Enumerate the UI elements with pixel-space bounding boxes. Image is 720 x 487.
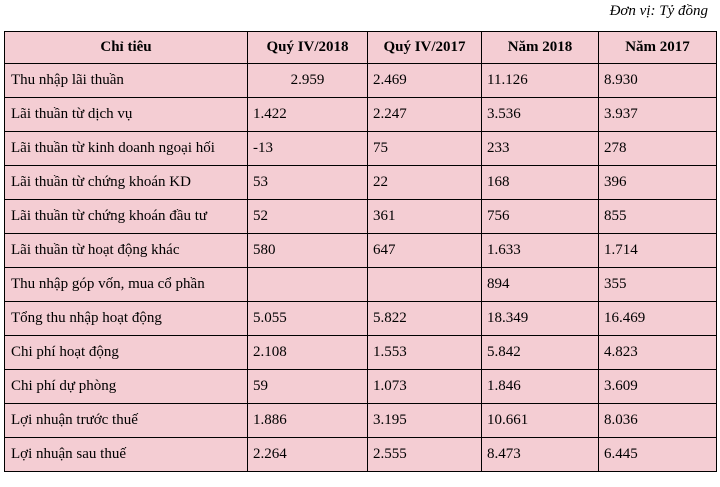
table-row (5, 404, 717, 438)
cell-year-2017: 355 (599, 268, 717, 302)
cell-year-2018: 756 (482, 200, 599, 234)
cell-q4-2018: 580 (248, 234, 368, 268)
table-row (5, 64, 717, 98)
cell-year-2017: 3.609 (599, 370, 717, 404)
table-row (5, 234, 717, 268)
table-row (5, 200, 717, 234)
cell-q4-2018: -13 (248, 132, 368, 166)
cell-year-2017: 8.036 (599, 404, 717, 438)
cell-q4-2018: 2.959 (248, 64, 368, 98)
cell-year-2017: 278 (599, 132, 717, 166)
header-row (5, 32, 717, 64)
cell-year-2018: 894 (482, 268, 599, 302)
row-label: Thu nhập góp vốn, mua cổ phần (5, 268, 248, 302)
header-cell-indicator: Chỉ tiêu (5, 32, 248, 64)
cell-q4-2017: 3.195 (368, 404, 482, 438)
cell-q4-2017: 22 (368, 166, 482, 200)
cell-year-2018: 3.536 (482, 98, 599, 132)
cell-q4-2018: 2.264 (248, 438, 368, 472)
row-label: Lãi thuần từ dịch vụ (5, 98, 248, 132)
cell-q4-2017: 5.822 (368, 302, 482, 336)
cell-q4-2017: 1.553 (368, 336, 482, 370)
cell-q4-2017: 2.469 (368, 64, 482, 98)
header-cell-year-2017: Năm 2017 (599, 32, 717, 64)
cell-q4-2018: 5.055 (248, 302, 368, 336)
cell-q4-2018: 2.108 (248, 336, 368, 370)
cell-q4-2018: 59 (248, 370, 368, 404)
table-row (5, 438, 717, 472)
cell-q4-2018: 1.422 (248, 98, 368, 132)
cell-year-2017: 3.937 (599, 98, 717, 132)
row-label: Chi phí dự phòng (5, 370, 248, 404)
cell-year-2017: 4.823 (599, 336, 717, 370)
cell-q4-2017 (368, 268, 482, 302)
table-row (5, 370, 717, 404)
financial-table (4, 31, 717, 472)
cell-q4-2017: 361 (368, 200, 482, 234)
cell-year-2018: 10.661 (482, 404, 599, 438)
cell-year-2017: 855 (599, 200, 717, 234)
cell-year-2017: 396 (599, 166, 717, 200)
table-row (5, 166, 717, 200)
header-cell-q4-2018: Quý IV/2018 (248, 32, 368, 64)
cell-year-2017: 1.714 (599, 234, 717, 268)
cell-year-2017: 8.930 (599, 64, 717, 98)
table-row (5, 132, 717, 166)
cell-q4-2017: 1.073 (368, 370, 482, 404)
cell-year-2017: 16.469 (599, 302, 717, 336)
cell-year-2018: 11.126 (482, 64, 599, 98)
cell-q4-2017: 2.247 (368, 98, 482, 132)
row-label: Lợi nhuận trước thuế (5, 404, 248, 438)
row-label: Thu nhập lãi thuần (5, 64, 248, 98)
row-label: Lãi thuần từ chứng khoán KD (5, 166, 248, 200)
cell-year-2018: 1.633 (482, 234, 599, 268)
cell-q4-2017: 2.555 (368, 438, 482, 472)
cell-year-2018: 18.349 (482, 302, 599, 336)
row-label: Lãi thuần từ chứng khoán đầu tư (5, 200, 248, 234)
cell-year-2018: 1.846 (482, 370, 599, 404)
unit-note: Đơn vị: Tỷ đồng (609, 3, 708, 19)
cell-year-2018: 5.842 (482, 336, 599, 370)
cell-year-2018: 233 (482, 132, 599, 166)
header-cell-year-2018: Năm 2018 (482, 32, 599, 64)
cell-q4-2018: 52 (248, 200, 368, 234)
header-cell-q4-2017: Quý IV/2017 (368, 32, 482, 64)
cell-q4-2018: 1.886 (248, 404, 368, 438)
table-row (5, 98, 717, 132)
row-label: Lợi nhuận sau thuế (5, 438, 248, 472)
row-label: Lãi thuần từ kinh doanh ngoại hối (5, 132, 248, 166)
cell-q4-2017: 75 (368, 132, 482, 166)
row-label: Tổng thu nhập hoạt động (5, 302, 248, 336)
row-label: Chi phí hoạt động (5, 336, 248, 370)
table-row (5, 302, 717, 336)
cell-year-2018: 168 (482, 166, 599, 200)
row-label: Lãi thuần từ hoạt động khác (5, 234, 248, 268)
table-row (5, 336, 717, 370)
cell-q4-2018: 53 (248, 166, 368, 200)
cell-q4-2017: 647 (368, 234, 482, 268)
table-row (5, 268, 717, 302)
cell-year-2018: 8.473 (482, 438, 599, 472)
cell-q4-2018 (248, 268, 368, 302)
cell-year-2017: 6.445 (599, 438, 717, 472)
